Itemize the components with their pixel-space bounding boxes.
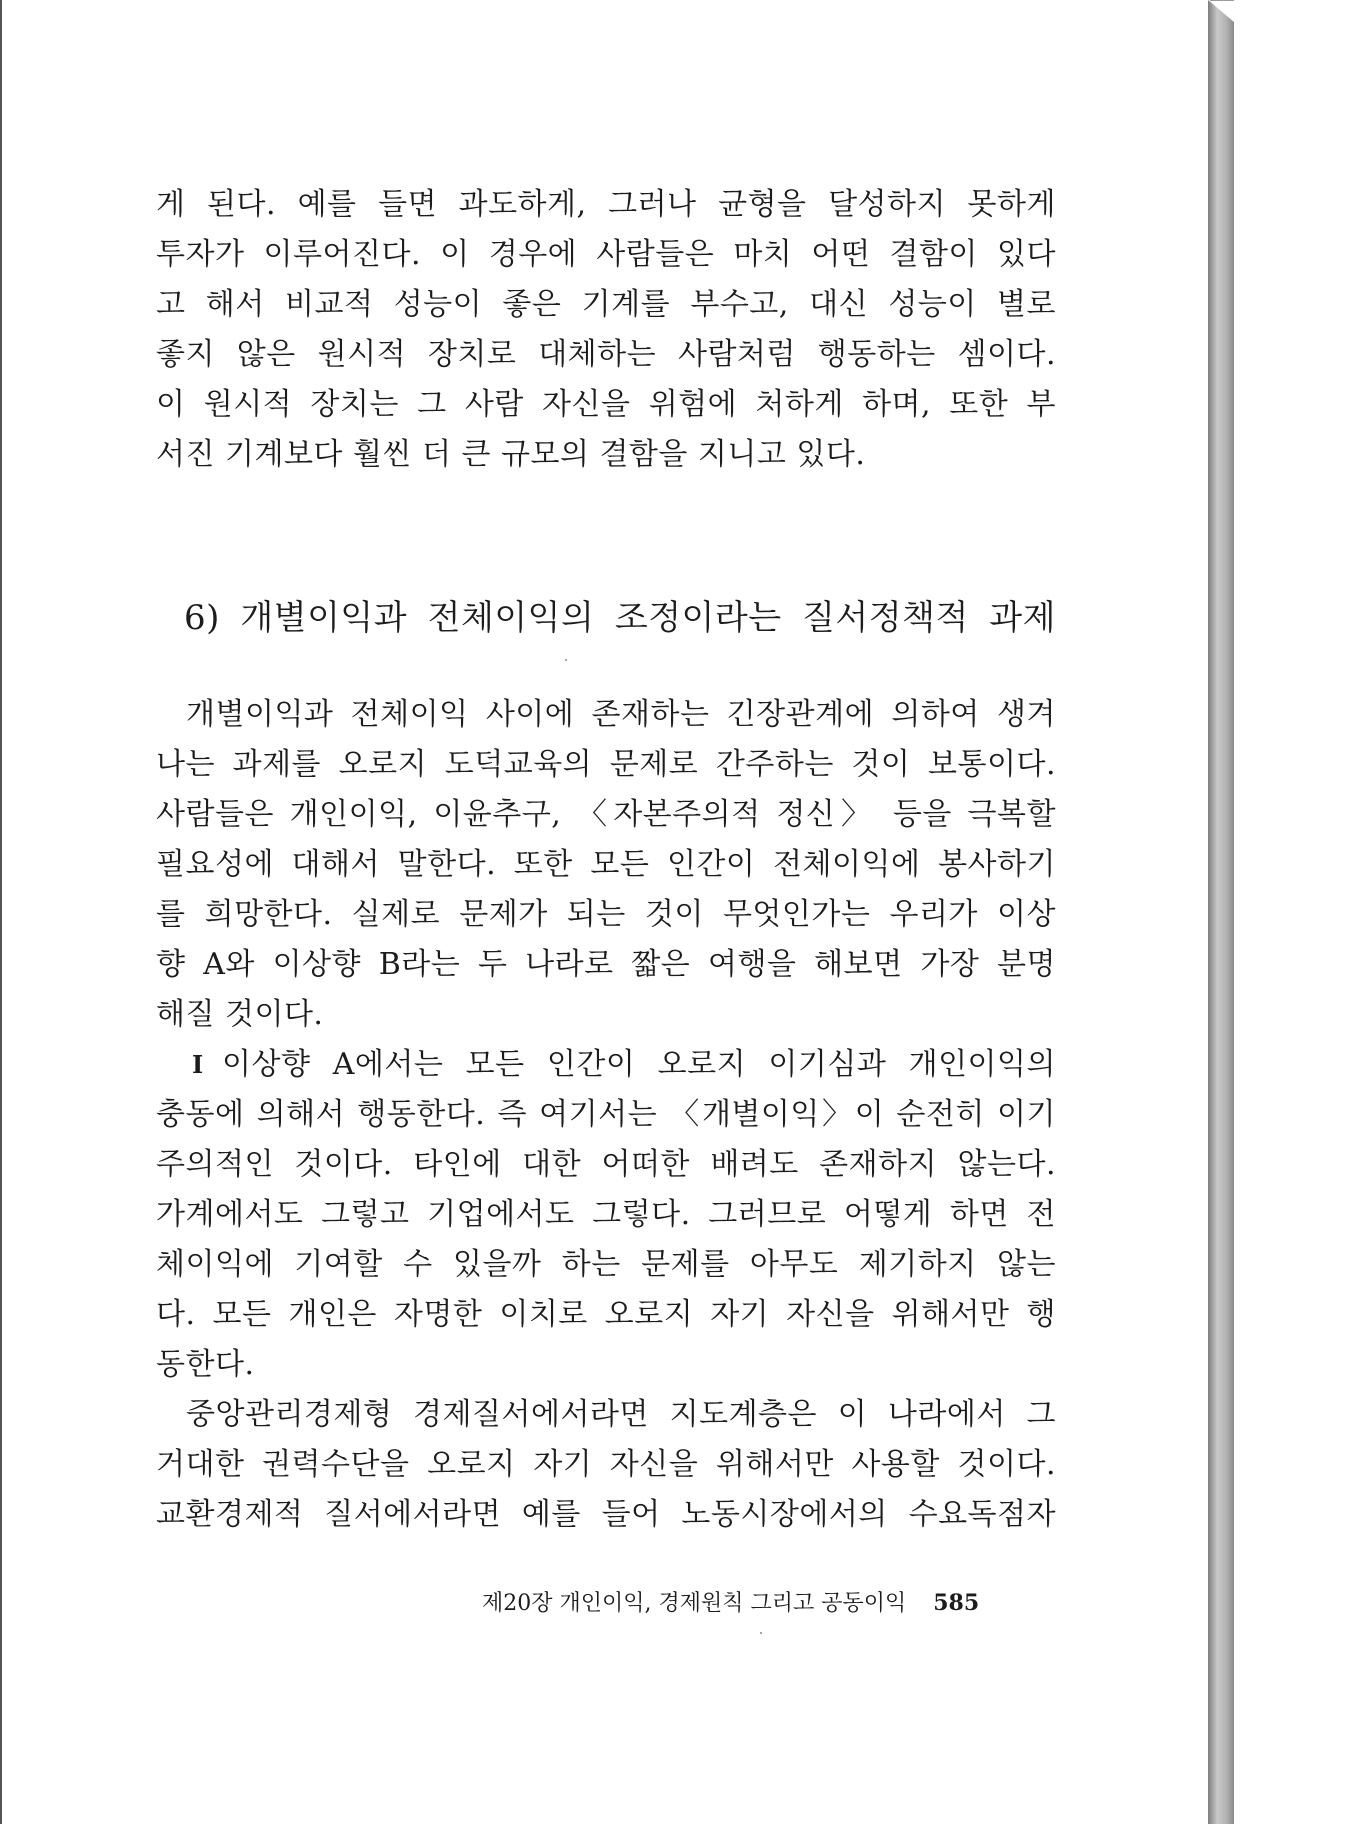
running-title: 제20장 개인이익, 경제원칙 그리고 공동이익 [482, 1591, 907, 1616]
text-line: 서진 기계보다 훨씬 더 큰 규모의 결함을 지니고 있다. [156, 437, 866, 472]
text-line: 중앙관리경제형 경제질서에서라면 지도계층은 이 나라에서 그 [186, 1397, 1056, 1432]
print-speck [760, 1632, 762, 1634]
text-line: 나는 과제를 오로지 도덕교육의 문제로 간주하는 것이 보통이다. [156, 747, 1056, 782]
text-line: 고 해서 비교적 성능이 좋은 기계를 부수고, 대신 성능이 별로 [156, 287, 1056, 322]
text-line: 를 희망한다. 실제로 문제가 되는 것이 무엇인가는 우리가 이상 [156, 897, 1056, 932]
text-line: 거대한 권력수단을 오로지 자기 자신을 위해서만 사용할 것이다. [156, 1447, 1056, 1482]
item-marker: I [192, 1050, 204, 1079]
page-number: 585 [933, 1590, 980, 1616]
paragraph-intro [156, 690, 1056, 1040]
text-line: 사람들은 개인이익, 이윤추구, 〈자본주의적 정신〉 등을 극복할 [156, 797, 1056, 832]
section-heading: 6) 개별이익과 전체이익의 조정이라는 질서정책적 과제 [184, 598, 1056, 638]
page-edge [1208, 0, 1234, 1824]
text-line [156, 1040, 1056, 1090]
text-line: 다. 모든 개인은 자명한 이치로 오로지 자기 자신을 위해서만 행 [156, 1297, 1056, 1332]
text-line: 향 A와 이상향 B라는 두 나라로 짧은 여행을 해보면 가장 분명 [156, 947, 1056, 982]
text-line: 이 원시적 장치는 그 사람 자신을 위험에 처하게 하며, 또한 부 [156, 387, 1056, 422]
text-line: 개별이익과 전체이익 사이에 존재하는 긴장관계에 의하여 생겨 [186, 697, 1056, 732]
text-line: 필요성에 대해서 말한다. 또한 모든 인간이 전체이익에 봉사하기 [156, 847, 1056, 882]
text-line: 교환경제적 질서에서라면 예를 들어 노동시장에서의 수요독점자 [156, 1497, 1056, 1532]
text-line: 주의적인 것이다. 타인에 대한 어떠한 배려도 존재하지 않는다. [156, 1147, 1056, 1182]
text-line: 해질 것이다. [156, 997, 324, 1032]
text-line: 체이익에 기여할 수 있을까 하는 문제를 아무도 제기하지 않는 [156, 1247, 1056, 1282]
text-line: 좋지 않은 원시적 장치로 대체하는 사람처럼 행동하는 셈이다. [156, 337, 1056, 372]
text-line: 투자가 이루어진다. 이 경우에 사람들은 마치 어떤 결함이 있다 [156, 237, 1056, 272]
paragraph-item [156, 1040, 1056, 1390]
text-line: 동한다. [156, 1347, 255, 1382]
text-line-content: 이상향 A에서는 모든 인간이 오로지 이기심과 개인이익의 [222, 1047, 1056, 1082]
page-footer [482, 1585, 1032, 1621]
paragraph-top [156, 180, 1056, 480]
paragraph-last [156, 1390, 1056, 1540]
margin-blank [1234, 0, 1368, 1824]
text-line: 게 된다. 예를 들면 과도하게, 그러나 균형을 달성하지 못하게 [156, 187, 1056, 222]
print-speck [565, 659, 567, 661]
text-line: 충동에 의해서 행동한다. 즉 여기서는 〈개별이익〉이 순전히 이기 [156, 1097, 1056, 1132]
text-line: 가계에서도 그렇고 기업에서도 그렇다. 그러므로 어떻게 하면 전 [156, 1197, 1056, 1232]
